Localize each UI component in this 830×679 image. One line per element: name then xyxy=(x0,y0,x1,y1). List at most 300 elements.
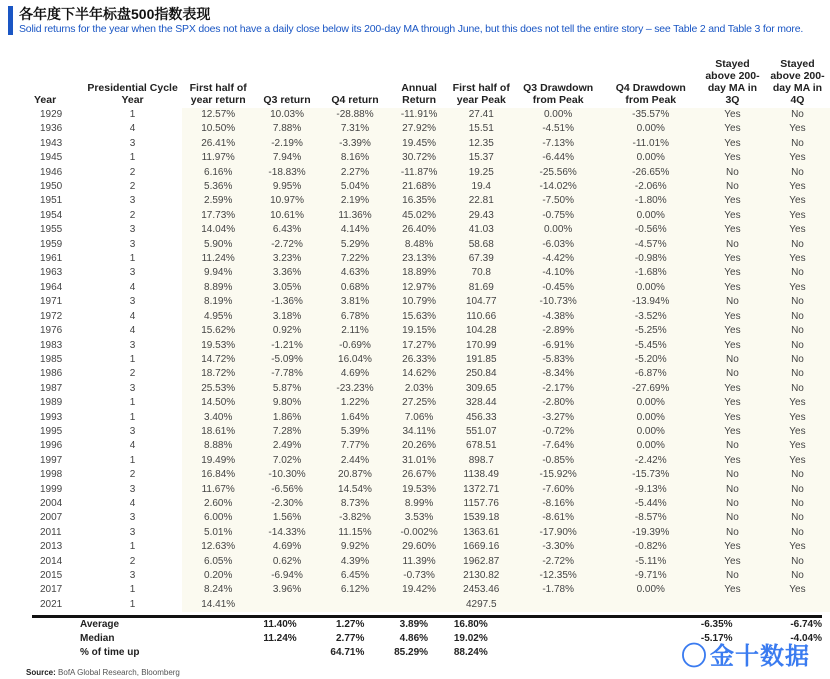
table-row xyxy=(32,252,830,266)
table-cell: Yes xyxy=(765,583,830,597)
table-cell: 22.81 xyxy=(448,194,515,208)
table-cell: 2 xyxy=(129,209,136,221)
table-cell: 2.49% xyxy=(255,439,320,453)
table-cell: -4.42% xyxy=(515,252,602,266)
table-cell: -2.42% xyxy=(602,454,700,468)
table-cell: 1 xyxy=(129,397,136,409)
table-cell: 3.36% xyxy=(255,266,320,280)
table-cell: 1669.16 xyxy=(448,540,515,554)
table-cell: 26.41% xyxy=(182,137,255,151)
table-cell: 7.31% xyxy=(320,122,391,136)
table-row xyxy=(32,468,830,482)
table-cell: -6.91% xyxy=(515,339,602,353)
table-cell: No xyxy=(765,497,830,511)
table-cell xyxy=(765,598,830,612)
table-row xyxy=(32,583,830,597)
table-cell: No xyxy=(765,468,830,482)
table-cell: 2013 xyxy=(40,541,63,553)
table-cell: 1 xyxy=(129,598,136,610)
summary-q3: 2.77% xyxy=(335,633,365,644)
table-cell: 1962.87 xyxy=(448,555,515,569)
table-cell: -5.44% xyxy=(602,497,700,511)
table-cell: -8.34% xyxy=(515,367,602,381)
table-cell: 18.72% xyxy=(182,367,255,381)
table-cell: Yes xyxy=(700,583,765,597)
table-cell: No xyxy=(765,295,830,309)
table-cell: 7.28% xyxy=(255,425,320,439)
table-cell: 29.43 xyxy=(448,209,515,223)
table-cell: -5.45% xyxy=(602,339,700,353)
column-header: Stayed above 200-day MA in 3Q xyxy=(705,58,760,106)
table-row xyxy=(32,151,830,165)
table-cell: Yes xyxy=(765,281,830,295)
column-header: Year xyxy=(34,94,57,106)
table-cell: No xyxy=(700,511,765,525)
table-cell: 1989 xyxy=(40,397,63,409)
table-cell xyxy=(515,598,602,612)
subtitle: Solid returns for the year when the SPX does not have a daily close below its 200-day MA through June, but this does not tell the entire story – see Table 2 and Table 3 for more. xyxy=(19,23,804,35)
table-row xyxy=(32,497,830,511)
column-header: Presidential Cycle Year xyxy=(87,82,178,106)
table-row xyxy=(32,483,830,497)
table-cell: 0.00% xyxy=(602,396,700,410)
table-cell: 5.36% xyxy=(182,180,255,194)
table-cell: 27.41 xyxy=(448,108,515,122)
table-cell: 67.39 xyxy=(448,252,515,266)
table-cell: 2 xyxy=(129,181,136,193)
table-cell: No xyxy=(700,468,765,482)
table-cell: 2011 xyxy=(40,526,62,538)
table-cell: 3 xyxy=(129,267,136,279)
table-cell: Yes xyxy=(700,411,765,425)
table-cell: 1972 xyxy=(40,310,63,322)
table-body xyxy=(32,108,830,612)
table-cell: 10.79% xyxy=(390,295,447,309)
table-row xyxy=(32,526,830,540)
table-cell: Yes xyxy=(700,223,765,237)
table-cell: No xyxy=(700,526,765,540)
table-cell: 5.04% xyxy=(320,180,391,194)
table-cell: Yes xyxy=(700,137,765,151)
table-cell: Yes xyxy=(765,411,830,425)
table-cell: 1951 xyxy=(40,195,63,207)
table-cell: 1 xyxy=(129,109,136,120)
source-note xyxy=(26,668,180,677)
table-cell: 2014 xyxy=(40,555,63,567)
table-cell: No xyxy=(700,569,765,583)
table-row xyxy=(32,122,830,136)
table-cell: -5.20% xyxy=(602,353,700,367)
column-header: Q3 Drawdown from Peak xyxy=(523,82,594,106)
table-cell: 7.06% xyxy=(390,411,447,425)
summary-annual: 19.02% xyxy=(453,633,488,644)
table-cell: -28.88% xyxy=(320,108,391,122)
table-row xyxy=(32,266,830,280)
table-cell: -7.13% xyxy=(515,137,602,151)
table-cell: Yes xyxy=(700,252,765,266)
table-cell: 3.53% xyxy=(390,511,447,525)
table-cell: 3 xyxy=(129,425,136,437)
table-cell: No xyxy=(765,310,830,324)
table-cell: 6.16% xyxy=(182,166,255,180)
table-cell: -6.56% xyxy=(255,483,320,497)
table-cell: 2.59% xyxy=(182,194,255,208)
table-cell: 5.39% xyxy=(320,425,391,439)
table-cell: 1961 xyxy=(40,253,63,265)
table-cell: -10.73% xyxy=(515,295,602,309)
table-cell: No xyxy=(765,569,830,583)
table-cell: Yes xyxy=(765,454,830,468)
table-cell: 58.68 xyxy=(448,238,515,252)
summary-q4: 4.86% xyxy=(399,633,429,644)
table-cell: 1998 xyxy=(40,469,63,481)
summary-q4dd: -6.74% xyxy=(790,619,822,630)
table-cell: -26.65% xyxy=(602,166,700,180)
table-row xyxy=(32,281,830,295)
table-cell: 1.86% xyxy=(255,411,320,425)
table-cell: 8.48% xyxy=(390,238,447,252)
table-cell: 104.28 xyxy=(448,324,515,338)
table-cell: -15.92% xyxy=(515,468,602,482)
table-cell: 3.18% xyxy=(255,310,320,324)
table-cell: No xyxy=(765,166,830,180)
table-row xyxy=(32,425,830,439)
table-cell: -5.11% xyxy=(602,555,700,569)
table-cell: Yes xyxy=(765,209,830,223)
table-cell: No xyxy=(700,295,765,309)
table-cell: 11.39% xyxy=(390,555,447,569)
table-cell: No xyxy=(700,439,765,453)
table-cell: 10.50% xyxy=(182,122,255,136)
column-header: Q4 Drawdown from Peak xyxy=(615,82,686,106)
table-cell: Yes xyxy=(700,266,765,280)
table-row xyxy=(32,137,830,151)
table-cell: 3 xyxy=(129,339,136,351)
table-cell: 12.63% xyxy=(182,540,255,554)
table-cell: 0.00% xyxy=(602,425,700,439)
table-cell: 4.69% xyxy=(320,367,391,381)
table-cell: -4.38% xyxy=(515,310,602,324)
table-cell: 23.13% xyxy=(390,252,447,266)
table-row xyxy=(32,108,830,122)
table-cell: -9.71% xyxy=(602,569,700,583)
table-cell: -13.94% xyxy=(602,295,700,309)
source-label: Source: xyxy=(26,668,56,677)
table-cell: 3 xyxy=(129,296,136,308)
table-cell: -1.68% xyxy=(602,266,700,280)
table-cell: 5.87% xyxy=(255,382,320,396)
table-cell: 1946 xyxy=(40,166,63,178)
table-cell: No xyxy=(765,367,830,381)
table-cell: -11.01% xyxy=(602,137,700,151)
table-cell: -8.57% xyxy=(602,511,700,525)
table-cell: 4 xyxy=(129,281,136,293)
table-cell: Yes xyxy=(700,425,765,439)
table-cell: No xyxy=(700,353,765,367)
table-cell: Yes xyxy=(700,396,765,410)
table-cell: Yes xyxy=(765,540,830,554)
table-cell: 3.05% xyxy=(255,281,320,295)
table-cell: 0.68% xyxy=(320,281,391,295)
table-cell: 12.97% xyxy=(390,281,447,295)
table-cell: 1.56% xyxy=(255,511,320,525)
table-cell: 9.94% xyxy=(182,266,255,280)
table-cell: -0.002% xyxy=(390,526,447,540)
table-cell: 26.67% xyxy=(390,468,447,482)
table-row xyxy=(32,310,830,324)
table-cell: -7.50% xyxy=(515,194,602,208)
table-cell: -6.87% xyxy=(602,367,700,381)
table-cell: No xyxy=(765,483,830,497)
table-cell: -0.82% xyxy=(602,540,700,554)
table-cell: Yes xyxy=(765,223,830,237)
table-cell: 6.00% xyxy=(182,511,255,525)
table-cell: 5.01% xyxy=(182,526,255,540)
table-cell: -25.56% xyxy=(515,166,602,180)
summary-h1: 11.40% xyxy=(263,619,297,630)
table-cell: Yes xyxy=(700,454,765,468)
table-cell: 0.62% xyxy=(255,555,320,569)
table-cell: 0.00% xyxy=(515,223,602,237)
table-cell: 3.81% xyxy=(320,295,391,309)
table-row xyxy=(32,396,830,410)
table-cell: 6.05% xyxy=(182,555,255,569)
table-cell: No xyxy=(765,324,830,338)
table-cell: 1985 xyxy=(40,353,63,365)
table-cell: No xyxy=(765,555,830,569)
table-cell: -2.06% xyxy=(602,180,700,194)
table-cell: 15.37 xyxy=(448,151,515,165)
summary-label: Median xyxy=(80,633,115,644)
table-cell: 10.97% xyxy=(255,194,320,208)
table-cell: 1929 xyxy=(40,109,63,120)
table-cell: 20.87% xyxy=(320,468,391,482)
table-cell xyxy=(255,598,320,612)
table-cell: Yes xyxy=(765,252,830,266)
summary-q3: 1.27% xyxy=(335,619,365,630)
table-cell: 70.8 xyxy=(448,266,515,280)
table-cell: 16.04% xyxy=(320,353,391,367)
table-cell: -1.80% xyxy=(602,194,700,208)
table-cell: 10.61% xyxy=(255,209,320,223)
table-cell: 41.03 xyxy=(448,223,515,237)
table-cell xyxy=(390,598,447,612)
table-cell: 2.03% xyxy=(390,382,447,396)
table-cell: 1955 xyxy=(40,224,63,236)
table-cell: Yes xyxy=(765,180,830,194)
table-row xyxy=(32,598,830,612)
table-cell: 14.41% xyxy=(182,598,255,612)
table-cell: 7.88% xyxy=(255,122,320,136)
table-cell: 3.96% xyxy=(255,583,320,597)
table-cell: -9.13% xyxy=(602,483,700,497)
table-cell: 11.97% xyxy=(182,151,255,165)
table-cell: Yes xyxy=(765,151,830,165)
table-cell: 8.99% xyxy=(390,497,447,511)
table-row xyxy=(32,382,830,396)
table-cell: Yes xyxy=(700,122,765,136)
summary-label: Average xyxy=(80,619,120,630)
table-cell: Yes xyxy=(765,425,830,439)
table-cell: 3 xyxy=(129,238,136,250)
returns-table xyxy=(32,58,830,612)
table-cell: 6.45% xyxy=(320,569,391,583)
table-cell: -2.89% xyxy=(515,324,602,338)
table-cell: No xyxy=(765,238,830,252)
table-cell: 19.42% xyxy=(390,583,447,597)
table-cell: -2.17% xyxy=(515,382,602,396)
table-cell: 16.84% xyxy=(182,468,255,482)
table-cell: 2 xyxy=(129,368,136,380)
table-cell: 3 xyxy=(129,382,136,394)
table-cell: -7.60% xyxy=(515,483,602,497)
table-cell: 14.50% xyxy=(182,396,255,410)
table-cell: 11.15% xyxy=(320,526,391,540)
table-cell xyxy=(700,598,765,612)
table-cell: 1997 xyxy=(40,454,63,466)
table-cell: 6.78% xyxy=(320,310,391,324)
column-header: Annual Return xyxy=(401,82,437,106)
table-cell: -0.75% xyxy=(515,209,602,223)
table-cell: 27.25% xyxy=(390,396,447,410)
table-cell: 1 xyxy=(129,411,136,423)
table-cell: -15.73% xyxy=(602,468,700,482)
table-cell: 3 xyxy=(129,526,136,538)
table-row xyxy=(32,511,830,525)
table-cell: -1.78% xyxy=(515,583,602,597)
table-cell: 3 xyxy=(129,483,136,495)
source-text: BofA Global Research, Bloomberg xyxy=(58,668,180,677)
table-cell: 19.53% xyxy=(390,483,447,497)
table-cell: 3.23% xyxy=(255,252,320,266)
table-cell: 1993 xyxy=(40,411,63,423)
table-cell: 1 xyxy=(129,253,136,265)
table-cell: 18.61% xyxy=(182,425,255,439)
table-cell: 19.4 xyxy=(448,180,515,194)
table-cell: 1964 xyxy=(40,281,63,293)
table-cell: -18.83% xyxy=(255,166,320,180)
table-cell: 0.00% xyxy=(602,281,700,295)
table-cell: -17.90% xyxy=(515,526,602,540)
column-header: First half of year return xyxy=(189,82,247,106)
table-cell: No xyxy=(700,497,765,511)
table-cell: -27.69% xyxy=(602,382,700,396)
watermark-logo: ◯ 金十数据 xyxy=(682,643,811,670)
table-cell: -0.45% xyxy=(515,281,602,295)
table-row xyxy=(32,454,830,468)
table-cell: -4.57% xyxy=(602,238,700,252)
table-cell: 1 xyxy=(129,454,136,466)
table-cell: 15.63% xyxy=(390,310,447,324)
table-cell: 0.00% xyxy=(602,209,700,223)
column-header: Q4 return xyxy=(331,94,379,106)
table-cell: 8.24% xyxy=(182,583,255,597)
table-cell: 170.99 xyxy=(448,339,515,353)
table-cell: -0.85% xyxy=(515,454,602,468)
summary-annual: 88.24% xyxy=(453,647,488,658)
table-cell: 4.39% xyxy=(320,555,391,569)
table-cell: 20.26% xyxy=(390,439,447,453)
table-row xyxy=(32,339,830,353)
table-cell: -12.35% xyxy=(515,569,602,583)
table-cell: 19.15% xyxy=(390,324,447,338)
summary-q3dd: -6.35% xyxy=(700,619,733,630)
summary-row xyxy=(32,618,822,632)
column-header: Q3 return xyxy=(263,94,311,106)
table-cell: 4 xyxy=(129,123,136,135)
table-cell: 2.19% xyxy=(320,194,391,208)
table-cell: 0.00% xyxy=(602,122,700,136)
table-cell: No xyxy=(765,108,830,122)
table-cell: 9.92% xyxy=(320,540,391,554)
table-cell: 1 xyxy=(129,353,136,365)
table-cell: 1986 xyxy=(40,368,63,380)
table-cell: 16.35% xyxy=(390,194,447,208)
summary-q4: 85.29% xyxy=(394,647,429,658)
table-cell: 2015 xyxy=(40,570,63,581)
table-cell: 1945 xyxy=(40,152,63,164)
table-cell: -10.30% xyxy=(255,468,320,482)
summary-q4dd: -4.04% xyxy=(790,633,822,644)
table-cell xyxy=(320,598,391,612)
table-cell: 1959 xyxy=(40,238,63,250)
table-row xyxy=(32,353,830,367)
table-cell: 26.33% xyxy=(390,353,447,367)
summary-h1 xyxy=(219,646,297,660)
table-cell: 15.62% xyxy=(182,324,255,338)
table-cell: 4 xyxy=(129,325,136,337)
table-cell: -1.21% xyxy=(255,339,320,353)
column-header: First half of year Peak xyxy=(452,82,510,106)
table-cell: 19.53% xyxy=(182,339,255,353)
table-cell: -8.16% xyxy=(515,497,602,511)
table-cell: 7.22% xyxy=(320,252,391,266)
table-cell: 104.77 xyxy=(448,295,515,309)
table-cell: 3 xyxy=(129,195,136,207)
table-cell: 4.95% xyxy=(182,310,255,324)
table-cell: -0.98% xyxy=(602,252,700,266)
table-cell: 8.16% xyxy=(320,151,391,165)
table-cell: -8.61% xyxy=(515,511,602,525)
table-cell: 31.01% xyxy=(390,454,447,468)
table-cell: 12.35 xyxy=(448,137,515,151)
table-cell: No xyxy=(765,266,830,280)
table-cell: -4.10% xyxy=(515,266,602,280)
table-cell: 4 xyxy=(129,440,136,452)
table-cell: 1138.49 xyxy=(448,468,515,482)
table-cell: -7.78% xyxy=(255,367,320,381)
table-cell: -23.23% xyxy=(320,382,391,396)
table-cell: -5.09% xyxy=(255,353,320,367)
table-cell: 1950 xyxy=(40,181,63,193)
table-cell: 2.60% xyxy=(182,497,255,511)
table-row xyxy=(32,209,830,223)
table-cell: 1999 xyxy=(40,483,63,495)
table-cell: -3.82% xyxy=(320,511,391,525)
table-cell: 9.80% xyxy=(255,396,320,410)
table-cell: 27.92% xyxy=(390,122,447,136)
table-cell: 19.25 xyxy=(448,166,515,180)
table-cell: 551.07 xyxy=(448,425,515,439)
table-cell: 2004 xyxy=(40,497,63,509)
table-cell: 1954 xyxy=(40,209,63,221)
table-cell: 34.11% xyxy=(390,425,447,439)
table-cell: 3 xyxy=(129,137,136,149)
table-cell: 11.67% xyxy=(182,483,255,497)
table-cell: 250.84 xyxy=(448,367,515,381)
table-cell: 81.69 xyxy=(448,281,515,295)
table-row xyxy=(32,180,830,194)
